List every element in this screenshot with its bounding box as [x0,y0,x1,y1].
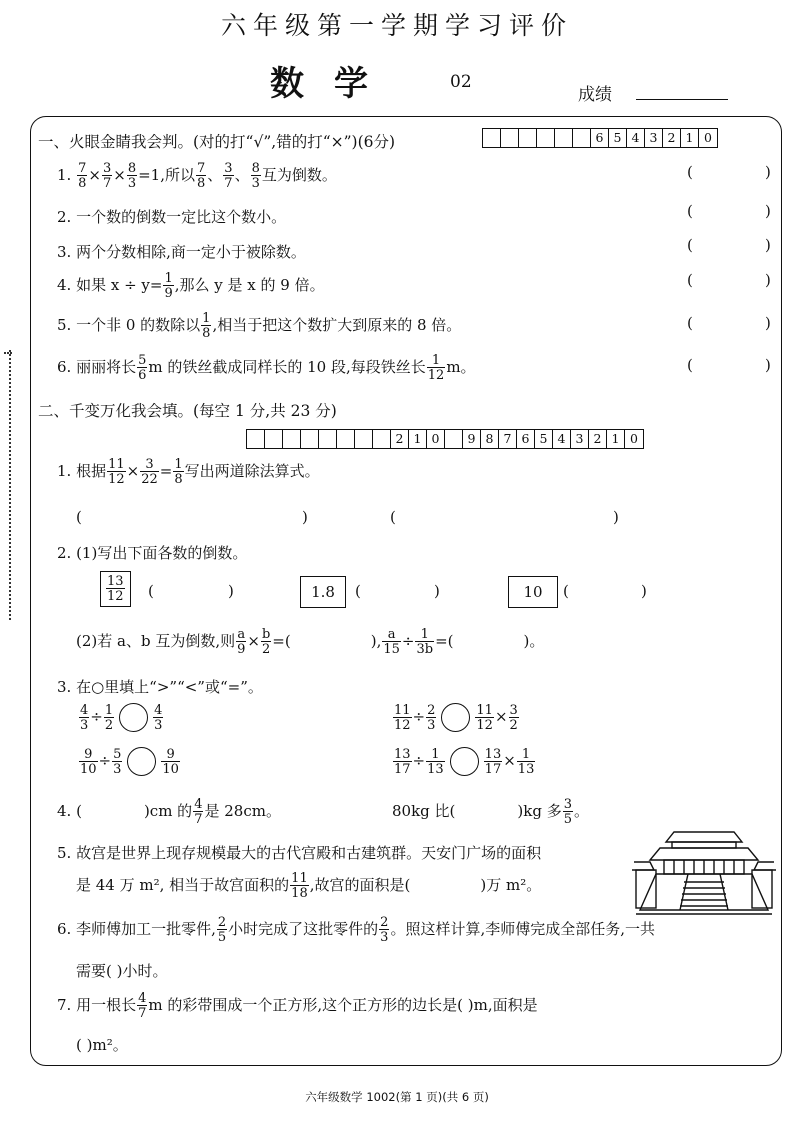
fraction: $\frac{1}{3b}$ [416,627,434,657]
fraction: $\frac{5}{6}$ [138,353,147,383]
fraction: $\frac{3}{22}$ [141,457,158,487]
score-cell[interactable]: 2 [589,430,607,448]
score-cell[interactable] [283,430,301,448]
answer-paren-open[interactable]: ( [76,508,82,526]
forbidden-city-illustration [630,822,778,918]
fraction: $\frac{1}{8}$ [202,311,211,341]
fraction: $\frac{b}{2}$ [261,627,271,657]
score-cell[interactable]: 0 [630,431,638,446]
s2-q2-box3 [508,576,558,608]
score-line[interactable] [636,98,728,100]
score-cell[interactable]: 5 [609,129,627,147]
score-cell[interactable]: 4 [553,430,571,448]
s1-q4: 4. 如果 x ÷ y= $\frac{1}{9}$ ,那么 y 是 x 的 9 倍。 [57,271,325,301]
answer-paren-close: ) [765,163,771,181]
answer-paren-close: ) [228,582,234,600]
score-cell[interactable] [301,430,319,448]
s1-q2: 2. 一个数的倒数一定比这个数小。 [57,208,287,226]
score-cell[interactable] [573,129,591,147]
answer-paren-open[interactable]: ( [390,508,396,526]
answer-paren-close: ) [765,271,771,289]
score-cell[interactable] [483,129,501,147]
fraction: $\frac{8}{3}$ [127,161,137,191]
score-cell[interactable] [319,430,337,448]
s2-q5-line1: 5. 故宫是世界上现存规模最大的古代宫殿和古建筑群。天安门广场的面积 [57,844,542,862]
s2-q6-line1: 6. 李师傅加工一批零件, $\frac{2}{5}$ 小时完成了这批零件的 $\frac{2}{3}$ 。照这样计算,李师傅完成全部任务,一共 [57,915,655,945]
answer-paren-close: ) [641,582,647,600]
score-cell[interactable] [265,430,283,448]
score-cell[interactable]: 4 [627,129,645,147]
fraction: $\frac{a}{15}$ [383,627,400,657]
compare-circle[interactable] [441,703,470,732]
answer-paren-close: ) [302,508,308,526]
fraction: $\frac{3}{7}$ [102,161,112,191]
answer-paren-open[interactable]: ( [687,314,693,332]
score-cell[interactable] [373,430,391,448]
binding-line [9,350,11,620]
page-footer: 六年级数学 1002(第 1 页)(共 6 页) [305,1090,489,1104]
exam-code: 02 [450,72,472,92]
answer-paren-open[interactable]: ( [355,582,361,600]
q-num: 1. [57,166,72,184]
score-cell[interactable]: 6 [591,129,609,147]
answer-paren-open[interactable]: ( [687,163,693,181]
compare-3: $\frac{9}{10}$ ÷ $\frac{5}{3}$ $\frac{9}{10}$ [80,746,179,777]
fraction: $\frac{1}{12}$ [427,353,445,383]
section1-title: 一、火眼金睛我会判。(对的打“√”,错的打“×”)(6分) [38,133,396,151]
score-cell[interactable]: 1 [607,430,625,448]
fraction: $\frac{11}{12}$ [108,457,125,487]
section1-scorebox [482,128,718,148]
score-cell[interactable] [337,430,355,448]
answer-paren-close: ) [765,236,771,254]
answer-paren-open[interactable]: ( [687,271,693,289]
s1-q1: 1. $\frac{7}{8}$ × $\frac{3}{7}$ × $\frac{8}{3}$ =1,所以 $\frac{7}{8}$ 、 $\frac{3}{7}$ 、 $\frac{8}{3}$ 互为倒数。 [57,161,337,191]
fraction: $\frac{1}{9}$ [164,271,173,301]
number-box: $\frac{13}{12}$ [100,571,131,607]
answer-paren-close: ) [765,356,771,374]
s2-q4b: 80kg 比( )kg 多 $\frac{3}{5}$ 。 [392,797,590,827]
s1-q5: 5. 一个非 0 的数除以 $\frac{1}{8}$ ,相当于把这个数扩大到原来的 8 倍。 [57,311,462,341]
exam-title: 六年级第一学期学习评价 [220,11,573,40]
compare-circle[interactable] [127,747,156,776]
score-cell[interactable] [555,129,573,147]
score-cell[interactable] [519,129,537,147]
s2-q5-line2: 是 44 万 m², 相当于故宫面积的 $\frac{11}{18}$ ,故宫的面积是( )万 m²。 [76,871,542,901]
score-cell[interactable]: 5 [535,430,553,448]
s2-q2-1: 2. (1)写出下面各数的倒数。 [57,544,248,562]
s1-q3: 3. 两个分数相除,商一定小于被除数。 [57,243,306,261]
compare-2: $\frac{11}{12}$ ÷ $\frac{2}{3}$ $\frac{11}{12}$ × $\frac{3}{2}$ [394,702,518,733]
fraction: $\frac{3}{7}$ [224,161,233,191]
subject-title: 数学 [270,64,398,104]
answer-paren-open[interactable]: ( [687,236,693,254]
compare-1: $\frac{4}{3}$ ÷ $\frac{1}{2}$ $\frac{4}{3}$ [80,702,163,733]
answer-paren-open[interactable]: ( [687,356,693,374]
score-cell[interactable] [501,129,519,147]
answer-paren-open[interactable]: ( [148,582,154,600]
fraction: $\frac{a}{9}$ [237,627,246,657]
s2-q4a: 4. ( )cm 的 $\frac{4}{7}$ 是 28cm。 [57,797,281,827]
score-cell[interactable]: 8 [481,430,499,448]
score-cell[interactable]: 1 [681,129,699,147]
compare-4: $\frac{13}{17}$ ÷ $\frac{1}{13}$ $\frac{13}{17}$ × $\frac{1}{13}$ [394,746,535,777]
s2-q3: 3. 在○里填上“>”“<”或“=”。 [57,678,263,696]
answer-paren-close: ) [765,314,771,332]
answer-paren-open[interactable]: ( [563,582,569,600]
score-label: 成绩 [578,85,612,105]
s1-q6: 6. 丽丽将长 $\frac{5}{6}$ m 的铁丝截成同样长的 10 段,每段铁丝长 $\frac{1}{12}$ m。 [57,353,476,383]
number-box: 1.8 [300,576,346,608]
s2-q7-line1: 7. 用一根长 $\frac{4}{7}$ m 的彩带围成一个正方形,这个正方形的边长是( )m,面积是 [57,991,538,1021]
fraction: $\frac{7}{8}$ [196,161,206,191]
score-cell[interactable]: 1 [409,430,427,448]
fraction: $\frac{1}{8}$ [174,457,183,487]
score-cell[interactable] [355,430,373,448]
answer-paren-close: ) [434,582,440,600]
compare-circle[interactable] [119,703,148,732]
score-cell[interactable]: 2 [663,129,681,147]
fraction: $\frac{8}{3}$ [251,161,260,191]
compare-circle[interactable] [450,747,479,776]
answer-paren-close: ) [613,508,619,526]
answer-paren-close: ) [765,202,771,220]
score-cell[interactable] [445,430,463,448]
s2-q6-line2: 需要( )小时。 [76,962,168,980]
score-cell[interactable]: 2 [391,430,409,448]
s2-q7-line2: ( )m²。 [76,1036,128,1054]
score-cell[interactable]: 9 [463,430,481,448]
section2-scorebox [246,429,644,449]
s2-q2-2: (2)若 a、b 互为倒数,则 $\frac{a}{9}$ × $\frac{b}{2}$ =( ), $\frac{a}{15}$ ÷ $\frac{1}{3b}$ =( )。 [76,627,545,657]
score-cell[interactable]: 3 [571,430,589,448]
s2-q1: 1. 根据 $\frac{11}{12}$ × $\frac{3}{22}$ = $\frac{1}{8}$ 写出两道除法算式。 [57,457,320,487]
score-cell[interactable] [537,129,555,147]
score-cell[interactable]: 3 [645,129,663,147]
s2-q2-box1 [100,571,131,607]
score-cell[interactable]: 7 [499,430,517,448]
section2-title: 二、千变万化我会填。(每空 1 分,共 23 分) [38,402,337,420]
number-box: 10 [508,576,558,608]
score-cell[interactable]: 6 [517,430,535,448]
fraction: $\frac{7}{8}$ [78,161,87,191]
score-cell[interactable]: 0 [427,430,445,448]
score-cell[interactable]: 0 [704,130,712,145]
answer-paren-open[interactable]: ( [687,202,693,220]
score-cell[interactable] [247,430,265,448]
s2-q2-box2 [300,576,346,608]
